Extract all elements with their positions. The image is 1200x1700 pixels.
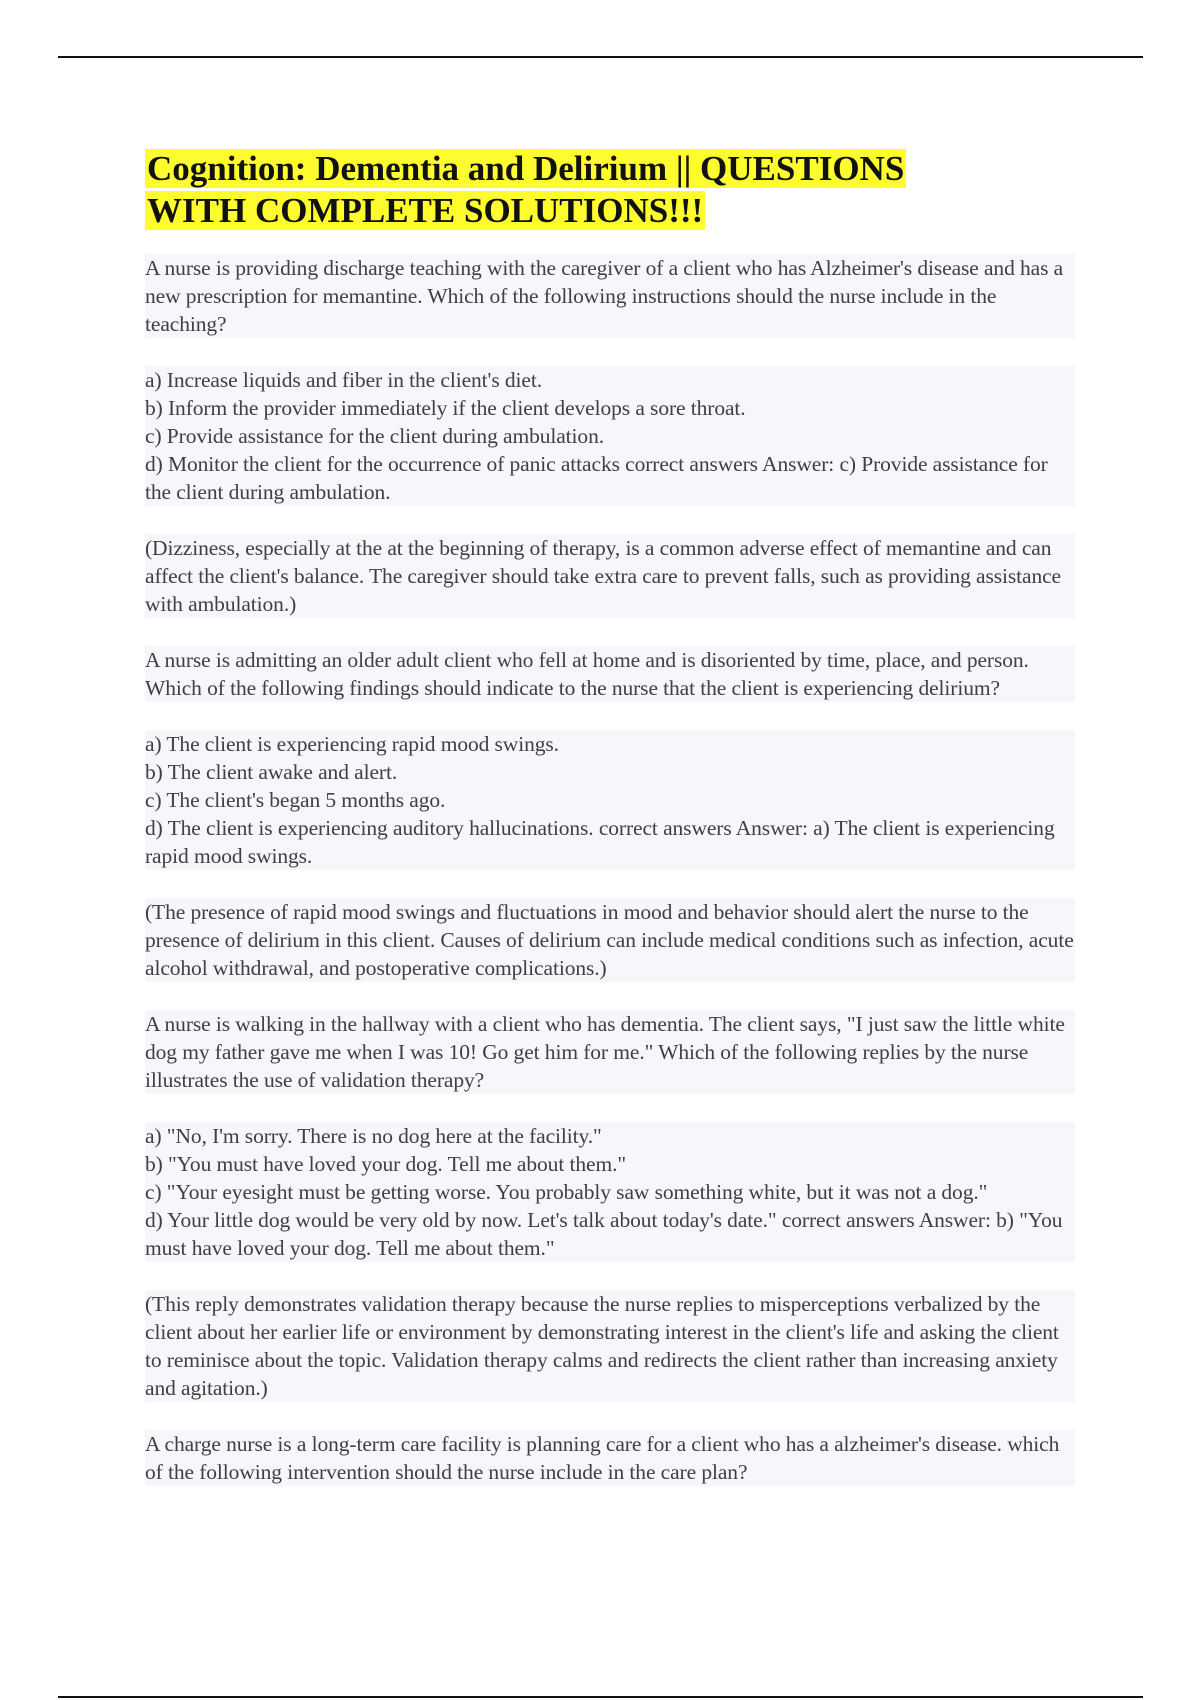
question-1-option-d-answer: d) Monitor the client for the occurrence of panic attacks correct answers Answer: c) Provide assistance for the client during ambulation. xyxy=(145,452,1048,504)
question-1-option-c: c) Provide assistance for the client during ambulation. xyxy=(145,424,605,448)
question-3-rationale: (This reply demonstrates validation therapy because the nurse replies to misperceptions verbalized by the client about her earlier life or environment by demonstrating interest in the client's life and asking the client to reminisce about the topic. Validation therapy calms and redirects the client rather than increasing anxiety and agitation.) xyxy=(145,1290,1075,1402)
question-1-rationale: (Dizziness, especially at the at the beginning of therapy, is a common adverse effect of memantine and can affect the client's balance. The caregiver should take extra care to prevent falls, such as providing assistance with ambulation.) xyxy=(145,534,1075,618)
question-2-stem: A nurse is admitting an older adult client who fell at home and is disoriented by time, place, and person. Which of the following findings should indicate to the nurse that the client is experiencing delirium? xyxy=(145,646,1075,702)
question-1-options xyxy=(145,366,1075,506)
question-3-option-c: c) "Your eyesight must be getting worse. You probably saw something white, but it was not a dog." xyxy=(145,1180,988,1204)
question-2-option-d-answer: d) The client is experiencing auditory hallucinations. correct answers Answer: a) The client is experiencing rapid mood swings. xyxy=(145,816,1055,868)
question-3-stem: A nurse is walking in the hallway with a client who has dementia. The client says, "I just saw the little white dog my father gave me when I was 10! Go get him for me." Which of the following replies by the nurse illustrates the use of validation therapy? xyxy=(145,1010,1075,1094)
question-2-rationale: (The presence of rapid mood swings and fluctuations in mood and behavior should alert the nurse to the presence of delirium in this client. Causes of delirium can include medical conditions such as infection, acute alcohol withdrawal, and postoperative complications.) xyxy=(145,900,1074,980)
question-2-option-a: a) The client is experiencing rapid mood swings. xyxy=(145,732,559,756)
question-1-option-b: b) Inform the provider immediately if the client develops a sore throat. xyxy=(145,396,746,420)
question-2-option-b: b) The client awake and alert. xyxy=(145,760,398,784)
question-3-option-d-answer: d) Your little dog would be very old by now. Let's talk about today's date." correct answers Answer: b) "You must have loved your dog. Tell me about them." xyxy=(145,1208,1063,1260)
footer-rule xyxy=(58,1696,1143,1698)
document-body xyxy=(145,148,1075,1514)
question-3-option-a: a) "No, I'm sorry. There is no dog here at the facility." xyxy=(145,1124,602,1148)
question-3-option-b: b) "You must have loved your dog. Tell me about them." xyxy=(145,1152,627,1176)
question-1-option-a: a) Increase liquids and fiber in the client's diet. xyxy=(145,368,542,392)
question-3-options xyxy=(145,1122,1075,1262)
title-line-2: WITH COMPLETE SOLUTIONS!!! xyxy=(147,191,704,230)
header-rule xyxy=(58,56,1143,58)
document-title xyxy=(145,148,1075,232)
question-4-stem: A charge nurse is a long-term care facility is planning care for a client who has a alzheimer's disease. which of the following intervention should the nurse include in the care plan? xyxy=(145,1430,1075,1486)
question-1-stem: A nurse is providing discharge teaching with the caregiver of a client who has Alzheimer's disease and has a new prescription for memantine. Which of the following instructions should the nurse include in the teaching? xyxy=(145,254,1075,338)
question-2-options xyxy=(145,730,1075,870)
question-2-option-c: c) The client's began 5 months ago. xyxy=(145,788,446,812)
title-line-1: Cognition: Dementia and Delirium || QUESTIONS xyxy=(147,149,905,188)
